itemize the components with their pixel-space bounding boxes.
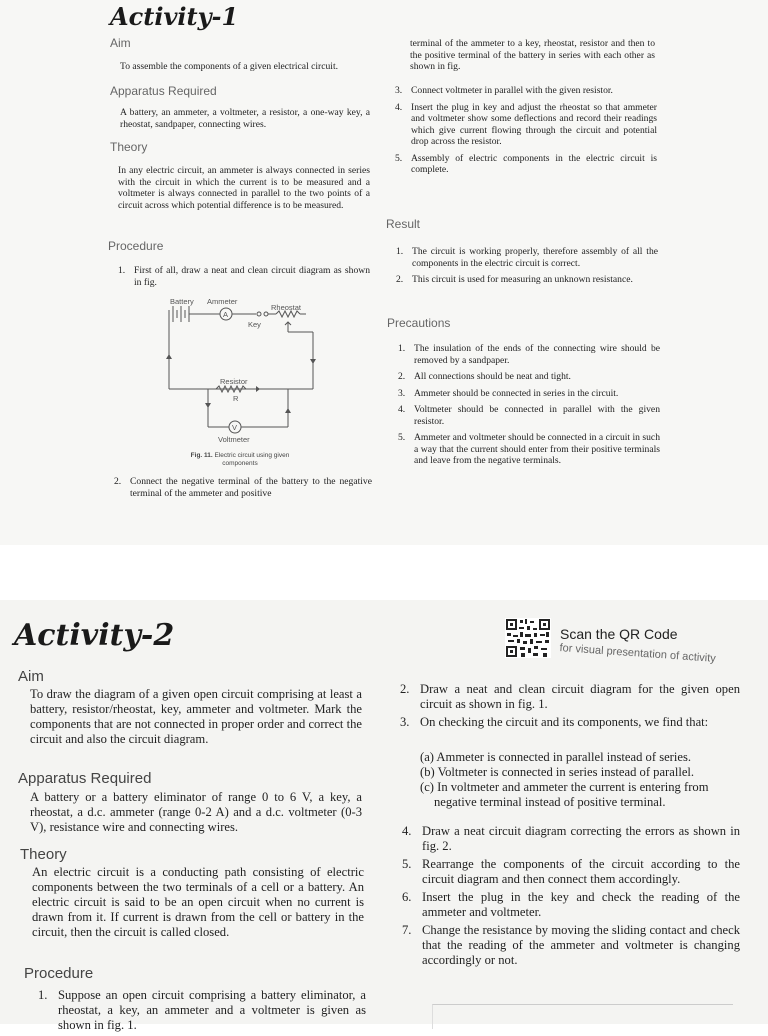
figure-caption: Fig. 11. Electric circuit using given components bbox=[190, 452, 290, 467]
procedure-heading: Procedure bbox=[108, 239, 164, 253]
list-item: 1. First of all, draw a neat and clean circuit diagram as shown in fig. bbox=[118, 265, 370, 288]
apparatus-text: A battery or a battery eliminator of range 0 to 6 V, a key, a rheostat, a d.c. ammeter (range 0-2 A) and a d.c. voltmeter (0-3 V), resistance wire and connecting wires. bbox=[30, 790, 362, 834]
procedure-list-right bbox=[395, 85, 657, 181]
precautions-heading: Precautions bbox=[387, 316, 451, 330]
list-item: 2. All connections should be neat and tight. bbox=[398, 371, 571, 382]
ammeter-symbol: A bbox=[223, 310, 229, 319]
procedure-continued: terminal of the ammeter to a key, rheostat, resistor and then to the positive terminal of the battery in series with each other as shown in fig. bbox=[410, 38, 655, 72]
list-item: (b) Voltmeter is connected in series instead of parallel. bbox=[420, 765, 695, 779]
apparatus-heading: Apparatus Required bbox=[110, 84, 217, 98]
activity-title: Activity-1 bbox=[110, 2, 239, 31]
list-item: 1. Suppose an open circuit comprising a battery eliminator, a rheostat, a key, an ammeter and a voltmeter is given as shown in fig. 1. bbox=[38, 988, 366, 1032]
activity-title: Activity-2 bbox=[14, 618, 175, 653]
findings-list bbox=[420, 750, 740, 810]
label-ammeter: Ammeter bbox=[207, 297, 238, 306]
list-item: 4. Draw a neat circuit diagram correcting the errors as shown in fig. 2. bbox=[402, 824, 740, 853]
qr-code-icon[interactable] bbox=[505, 618, 551, 658]
result-list bbox=[396, 246, 658, 291]
list-item: 3. On checking the circuit and its components, we find that: bbox=[400, 715, 709, 729]
circuit-diagram bbox=[160, 292, 325, 447]
theory-heading: Theory bbox=[110, 140, 148, 154]
list-item: 6. Insert the plug in the key and check the reading of the ammeter and voltmeter. bbox=[402, 890, 740, 919]
list-item: 2. Draw a neat and clean circuit diagram for the given open circuit as shown in fig. 1. bbox=[400, 682, 740, 711]
list-item: 7. Change the resistance by moving the sliding contact and check that the reading of the ammeter and voltmeter is changing accordingly or not. bbox=[402, 923, 740, 967]
theory-text: In any electric circuit, an ammeter is always connected in series with the circuit in which the current is to be measured and a voltmeter is always connected in parallel to the two points of a circuit across which potential difference is to be measured. bbox=[118, 165, 370, 211]
label-battery: Battery bbox=[170, 297, 194, 306]
procedure-list-left bbox=[118, 265, 370, 293]
apparatus-text: A battery, an ammeter, a voltmeter, a resistor, a one-way key, a rheostat, sandpaper, connecting wires. bbox=[120, 107, 370, 130]
list-item: (c) In voltmeter and ammeter the current is entering from negative terminal instead of positive terminal. bbox=[420, 780, 709, 809]
label-voltmeter: Voltmeter bbox=[218, 435, 250, 444]
procedure-list-left-2 bbox=[114, 476, 372, 504]
aim-heading: Aim bbox=[110, 36, 131, 50]
list-item: 1. The insulation of the ends of the connecting wire should be removed by a sandpaper. bbox=[398, 343, 660, 366]
list-item: 4. Voltmeter should be connected in parallel with the given resistor. bbox=[398, 404, 660, 427]
list-item: 4. Insert the plug in key and adjust the rheostat so that ammeter and voltmeter show some deflections and record their readings which give current flowing through the circuit and potential drop across the resistor. bbox=[395, 101, 657, 147]
list-item: 3. Ammeter should be connected in series in the circuit. bbox=[398, 387, 619, 399]
scan-title: Scan the QR Code bbox=[560, 626, 678, 642]
label-resistor: Resistor bbox=[220, 377, 248, 386]
theory-heading: Theory bbox=[20, 846, 67, 863]
procedure-list-right-2 bbox=[402, 824, 740, 971]
label-key: Key bbox=[248, 320, 261, 329]
label-rheostat: Rheostat bbox=[271, 303, 302, 312]
page-gap bbox=[0, 545, 768, 600]
procedure-list-left bbox=[38, 988, 366, 1036]
list-item: 2. Connect the negative terminal of the battery to the negative terminal of the ammeter and positive bbox=[114, 476, 372, 499]
list-item: (a) Ammeter is connected in parallel instead of series. bbox=[420, 750, 692, 764]
voltmeter-symbol: V bbox=[232, 423, 238, 432]
aim-text: To assemble the components of a given electrical circuit. bbox=[120, 61, 339, 72]
list-item: 3. Connect voltmeter in parallel with the given resistor. bbox=[395, 85, 613, 96]
aim-text: To draw the diagram of a given open circuit comprising at least a battery, resistor/rheostat, key, ammeter and voltmeter. Mark the components that are not connected in proper order and correct the circuit and also the circuit diagram. bbox=[30, 687, 362, 746]
list-item: 5. Assembly of electric components in the electric circuit is complete. bbox=[395, 152, 657, 175]
result-heading: Result bbox=[386, 217, 421, 231]
figure-frame bbox=[432, 1004, 733, 1029]
page-activity-2 bbox=[0, 600, 768, 1032]
list-item: 2. This circuit is used for measuring an unknown resistance. bbox=[396, 274, 633, 285]
aim-heading: Aim bbox=[18, 668, 44, 685]
procedure-list-right bbox=[400, 682, 740, 733]
apparatus-heading: Apparatus Required bbox=[18, 770, 152, 787]
list-item: 5. Ammeter and voltmeter should be connected in a circuit in such a way that the current should enter from their positive terminals and leave from the negative terminals. bbox=[398, 432, 660, 466]
list-item: 1. The circuit is working properly, therefore assembly of all the components in the electric circuit is correct. bbox=[396, 246, 658, 269]
scan-subtitle: for visual presentation of activity bbox=[559, 642, 717, 665]
list-item: 5. Rearrange the components of the circuit according to the circuit diagram and then connect them accordingly. bbox=[402, 857, 740, 886]
precautions-list bbox=[398, 343, 660, 472]
theory-text: An electric circuit is a conducting path consisting of electric components between the two terminals of a cell or a battery. An electric circuit is said to be an open circuit when no current is drawn from it. If current is drawn from the cell or battery in the circuit, then the circuit is called closed. bbox=[32, 865, 364, 939]
label-r: R bbox=[233, 394, 239, 403]
procedure-heading: Procedure bbox=[24, 965, 94, 982]
